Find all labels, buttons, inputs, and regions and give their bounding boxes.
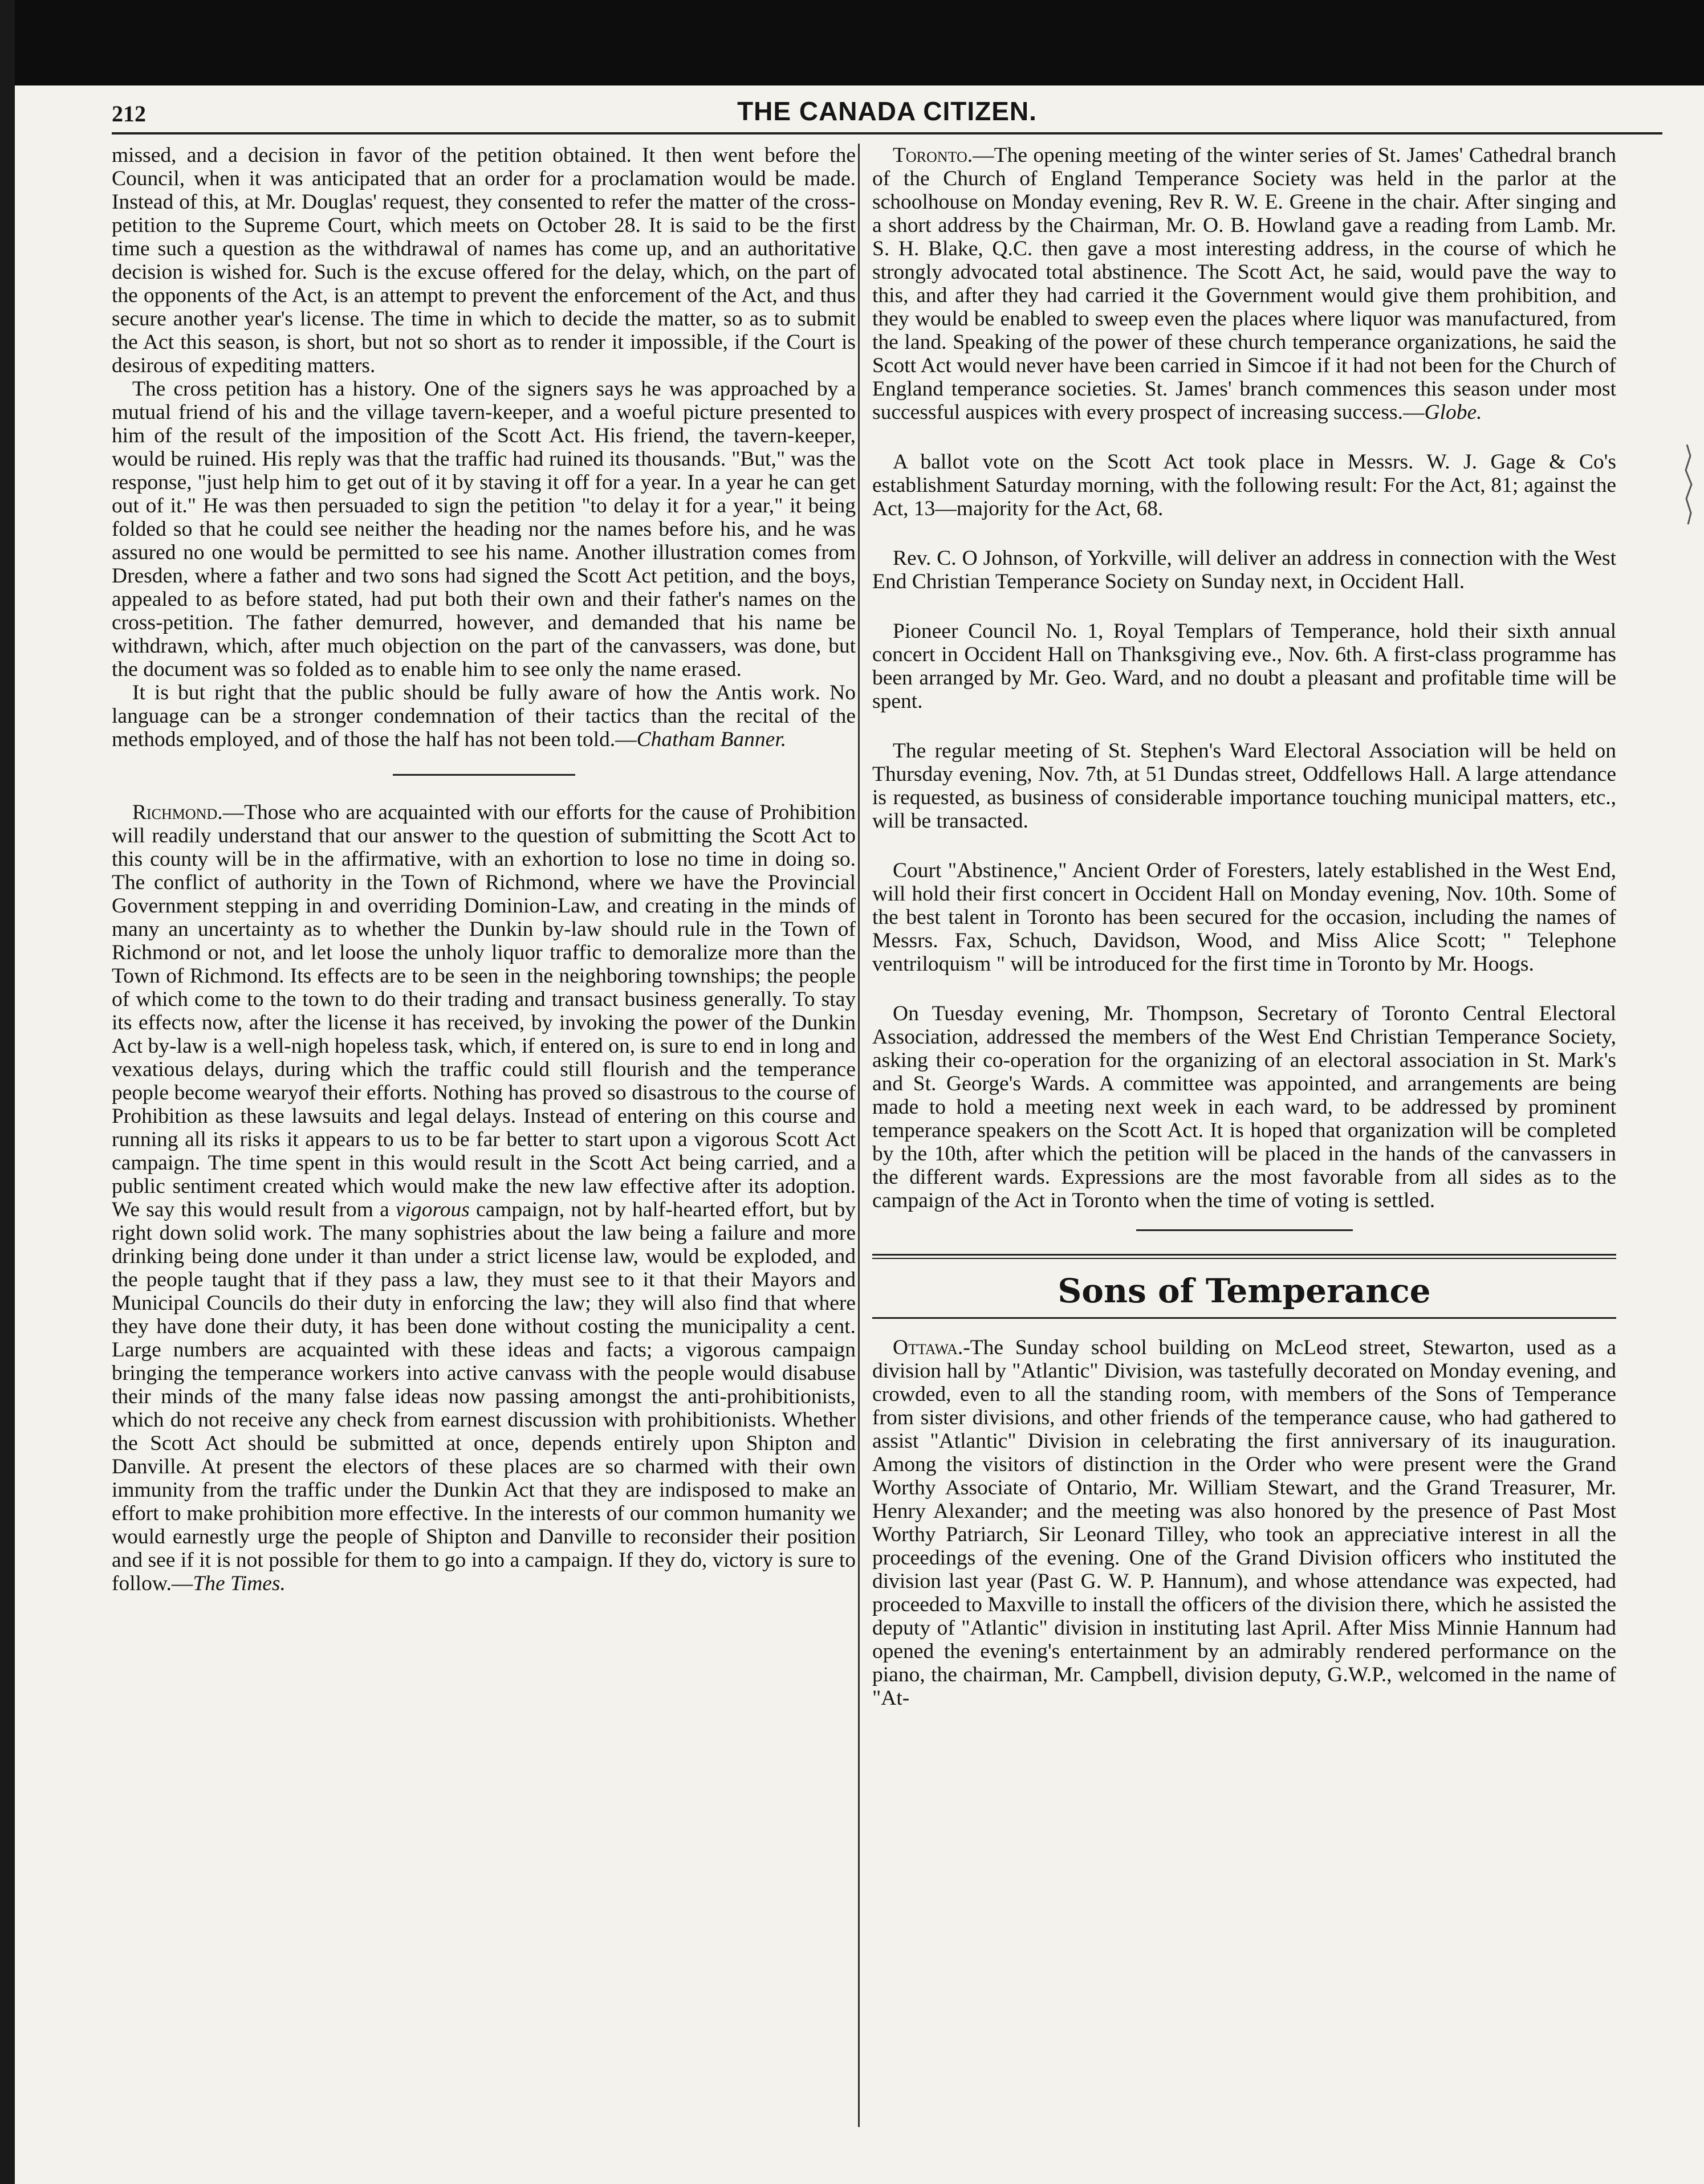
paragraph-text: —Those who are acquainted with our efforts for the cause of Prohibition will readily understand that our answer to the question of submitting the Scott Act to this county will be in the affirmative, with an exhortion to lose no time in doing so. The conflict of authority in the Town of Richmond, where we have the Provincial Government stepping in and overriding Dominion-Law, and creating in the minds of many an uncertainty as to whether the Dunkin by-law should rule in the Town of Richmond or not, and let loose the unholy liquor traffic to demoralize more than the Town of Richmond. Its effects are to be seen in the neighboring townships; the people of which come to the town to do their trading and transact business generally. To stay its effects now, after the license it has received, by invoking the power of the Dunkin Act by-law is a well-nigh hopeless task, which, if entered on, is sure to end in long and vexatious delays, during which the traffic could still flourish and the temperance people become wearyof their efforts. Nothing has proved so disastrous to the course of Prohibition as these lawsuits and legal delays. Instead of entering on this course and running all its risks it appears to us to be far better to start upon a vigorous Scott Act campaign. The time spent in this would result in the Scott Act being carried, and a public sentiment created which would make the new law effective after its adoption. We say this would result from a	[112, 801, 856, 1221]
article-paragraph: missed, and a decision in favor of the petition obtained. It then went before the Council, when it was anticipated that an order for a proclamation would be made. Instead of this, at Mr. Douglas' request, they consented to refer the matter of the cross-petition to the Supreme Court, which meets on October 28. It is said to be the first time such a question as the withdrawal of names has come up, and an authoritative decision is wished for. Such is the excuse offered for the delay, which, on the part of the opponents of the Act, is an attempt to prevent the enforcement of the Act, and thus secure another year's license. The time in which to decide the matter, so as to submit the Act this season, is short, but not so short as to render it impossible, if the Court is desirous of expediting matters.	[112, 144, 856, 377]
page-number: 212	[112, 101, 146, 127]
source-credit: The Times.	[193, 1572, 286, 1595]
section-rule-bottom	[872, 1317, 1616, 1319]
article-paragraph	[872, 1336, 1616, 1710]
article-separator	[393, 774, 575, 776]
paragraph-text: It is but right that the public should be fully aware of how the Antis work. No language can be a stronger condemnation of their tactics than the recital of the methods employed, and of those the half has not been told.—	[112, 681, 856, 751]
paragraph-text: campaign, not by half-hearted effort, but by right down solid work. The many sophistries about the law being a failure and more drinking being done under it than under a strict license law, would be exploded, and the people taught that if they pass a law, they must see to it that their Mayors and Municipal Councils do their duty in enforcing the law; they will also find that where they have done their duty, it has been done without costing the municipality a cent. Large numbers are acquainted with these ideas and facts; a vigorous campaign bringing the temperance workers into active canvass with the people would disabuse their minds of the many false ideas now passing amongst the anti-prohibitionists, which do not receive any check from earnest discussion with prohibitionists. Whether the Scott Act should be submitted at once, depends entirely upon Shipton and Danville. At present the electors of these places are so charmed with their own immunity from the traffic under the Dunkin Act that they are indisposed to make an effort to make prohibition more effective. In the interests of our common humanity we would earnestly urge the people of Shipton and Danville to reconsider their position and see if it is not possible for them to go into a campaign. If they do, victory is sure to follow.—	[112, 1198, 856, 1595]
article-paragraph	[872, 144, 1616, 424]
publication-title: THE CANADA CITIZEN.	[737, 96, 1037, 126]
article-paragraph: The cross petition has a history. One of the signers says he was approached by a mutual friend of his and the village tavern-keeper, and a woeful picture presented to him of the result of the imposition of the Scott Act. His friend, the tavern-keeper, would be ruined. His reply was that the traffic had ruined its thousands. "But," was the response, "just help him to get out of it by staving it off for a year. In a year he can get out of it." He was then persuaded to sign the petition "to delay it for a year," it being folded so that he could see neither the heading nor the names before his, and he was assured no one would be permitted to see his name. Another illustration comes from Dresden, where a father and two sons had signed the Scott Act petition, and the boys, appealed to as before stated, had put both their own and their father's names on the cross-petition. The father demurred, however, and demanded that his name be withdrawn, which, after much objection on the part of the canvassers, was done, but the document was so folded as to enable him to see only the name erased.	[112, 377, 856, 681]
source-credit: Chatham Banner.	[636, 728, 787, 751]
section-rule-top	[872, 1254, 1616, 1256]
dateline: Toronto.	[893, 144, 973, 167]
section-title: Sons of Temperance	[1058, 1272, 1431, 1310]
dateline: Ottawa.	[893, 1336, 963, 1359]
emphasis: vigorous	[395, 1198, 470, 1221]
article-paragraph: Rev. C. O Johnson, of Yorkville, will deliver an address in connection with the West End Christian Temperance Society on Sunday next, in Occident Hall.	[872, 547, 1616, 593]
article-separator	[1136, 1229, 1353, 1231]
article-paragraph: On Tuesday evening, Mr. Thompson, Secretary of Toronto Central Electoral Association, addressed the members of the West End Christian Temperance Society, asking their co-operation for the organizing of an electoral association in St. Mark's and St. George's Wards. A committee was appointed, and arrangements are being made to hold a meeting next week in each ward, to be addressed by prominent temperance speakers on the Scott Act. It is hoped that organization will be completed by the 10th, after which the petition will be placed in the hands of the canvassers in the different wards. Expressions are the most favorable from all sides as to the campaign of the Act in Toronto when the time of voting is settled.	[872, 1002, 1616, 1212]
article-paragraph	[112, 801, 856, 1595]
section-rule-top-thin	[872, 1258, 1616, 1259]
scan-top-border	[0, 0, 1704, 85]
header-rule	[112, 132, 1662, 135]
source-credit: Globe.	[1424, 401, 1482, 424]
article-paragraph: The regular meeting of St. Stephen's Ward Electoral Association will be held on Thursday evening, Nov. 7th, at 51 Dundas street, Oddfellows Hall. A large attendance is requested, as business of considerable importance touching municipal matters, etc., will be transacted.	[872, 739, 1616, 833]
paragraph-text: -The Sunday school building on McLeod street, Stewarton, used as a division hall by "Atlantic" Division, was tastefully decorated on Monday evening, and crowded, even to all the standing room, with members of the Sons of Temperance from sister divisions, and other friends of the temperance cause, who had gathered to assist "Atlantic" Division in celebrating the first anniversary of its inauguration. Among the visitors of distinction in the Order who were present were the Grand Worthy Associate of Ontario, Mr. William Stewart, and the Grand Treasurer, Mr. Henry Alexander; and the meeting was also honored by the presence of Past Most Worthy Patriarch, Sir Leonard Tilley, who took an appreciative interest in all the proceedings of the evening. One of the Grand Division officers who instituted the division last year (Past G. W. P. Hannum), and whose attendance was expected, had proceeded to Maxville to install the officers of the division there, which he assisted the deputy of "Atlantic" division in instituting last April. After Miss Minnie Hannum had opened the evening's entertainment by an admirably rendered performance on the piano, the chairman, Mr. Campbell, division deputy, G.W.P., welcomed in the name of "At-	[872, 1336, 1616, 1710]
right-column	[872, 144, 1616, 1710]
paragraph-text: —The opening meeting of the winter series of St. James' Cathedral branch of the Church of England Temperance Society was held in the parlor at the schoolhouse on Monday evening, Rev R. W. E. Greene in the chair. After singing and a short address by the Chairman, Mr. O. B. Howland gave a reading from Lamb. Mr. S. H. Blake, Q.C. then gave a most interesting address, in the course of which he strongly advocated total abstinence. The Scott Act, he said, would pave the way to this, and after they had carried it the Government would give them prohibition, and they would be enabled to sweep even the places where liquor was manufactured, from the land. Speaking of the power of these church temperance organizations, he said the Scott Act would never have been carried in Simcoe if it had not been for the Church of England temperance societies. St. James' branch commences this season under most successful auspices with every prospect of increasing success.—	[872, 144, 1616, 424]
article-paragraph: A ballot vote on the Scott Act took place in Messrs. W. J. Gage & Co's establishment Saturday morning, with the following result: For the Act, 81; against the Act, 13—majority for the Act, 68.	[872, 450, 1616, 520]
scan-edge-artifact	[1680, 445, 1697, 524]
page-header	[112, 96, 1662, 136]
article-paragraph	[112, 681, 856, 751]
column-divider	[858, 144, 860, 2127]
scan-left-border	[0, 0, 15, 2184]
dateline: Richmond.	[132, 801, 223, 824]
article-paragraph: Pioneer Council No. 1, Royal Templars of Temperance, hold their sixth annual concert in Occident Hall on Thanksgiving eve., Nov. 6th. A first-class programme has been arranged by Mr. Geo. Ward, and no doubt a pleasant and profitable time will be spent.	[872, 620, 1616, 713]
left-column	[112, 144, 856, 1595]
article-paragraph: Court "Abstinence," Ancient Order of Foresters, lately established in the West End, will hold their first concert in Occident Hall on Monday evening, Nov. 10th. Some of the best talent in Toronto has been secured for the occasion, including the names of Messrs. Fax, Schuch, Davidson, Wood, and Miss Alice Scott; " Telephone ventriloquism " will be introduced for the first time in Toronto by Mr. Hoogs.	[872, 859, 1616, 976]
